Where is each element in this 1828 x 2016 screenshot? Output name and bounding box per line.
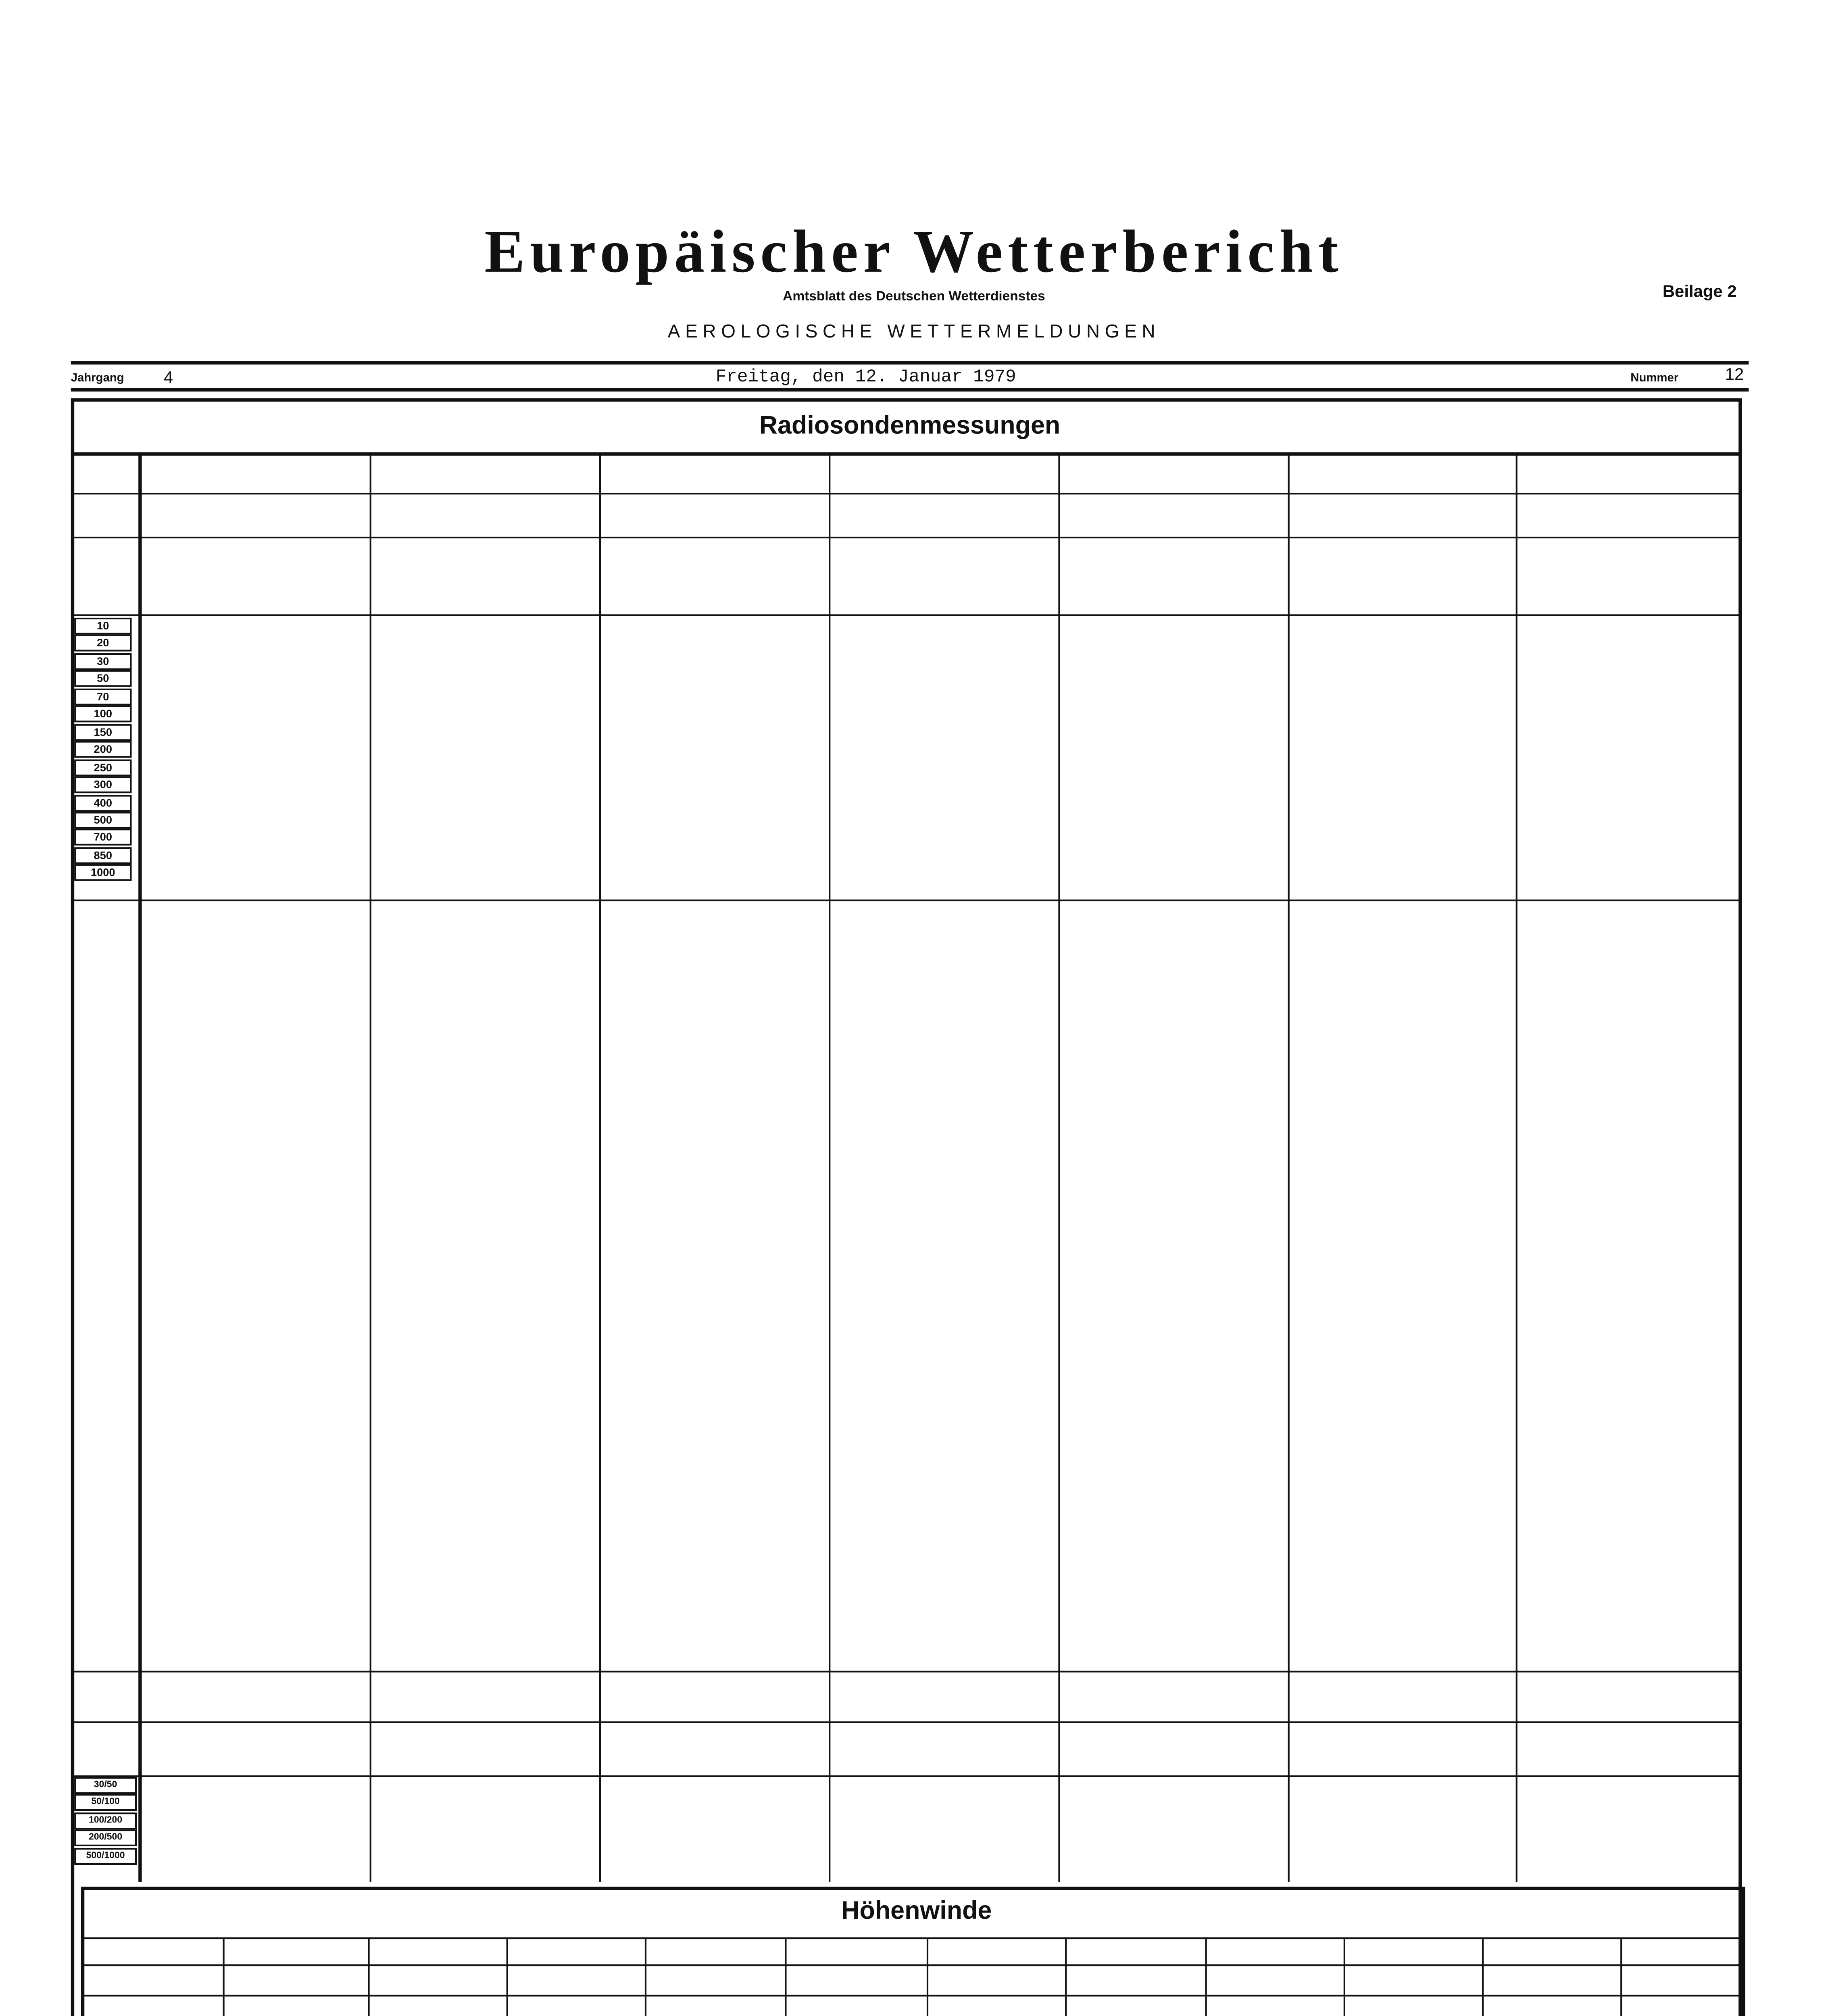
volume-label: Jahrgang bbox=[71, 373, 124, 385]
page-title: Europäischer Wetterbericht bbox=[484, 217, 1344, 285]
rule bbox=[71, 1671, 1742, 1672]
pressure-level-500: 500 bbox=[74, 812, 131, 829]
number-label: Nummer bbox=[1630, 373, 1679, 385]
pressure-level-70: 70 bbox=[74, 688, 131, 705]
pressure-level-850: 850 bbox=[74, 847, 131, 864]
series-title: AEROLOGISCHE WETTERMELDUNGEN bbox=[667, 322, 1161, 343]
pressure-level-30: 30 bbox=[74, 653, 131, 670]
pressure-level-150: 150 bbox=[74, 723, 131, 740]
rule bbox=[71, 493, 1742, 494]
rule bbox=[1742, 1937, 1744, 2016]
rule bbox=[829, 452, 830, 1882]
pressure-level-1000: 1000 bbox=[74, 864, 131, 881]
rule bbox=[81, 1937, 1745, 1939]
volume-value: 4 bbox=[164, 369, 173, 388]
shear-label: 200/500 bbox=[74, 1830, 137, 1847]
rule bbox=[1288, 452, 1290, 1882]
rule bbox=[1058, 452, 1060, 1882]
pressure-level-250: 250 bbox=[74, 759, 131, 776]
pressure-level-10: 10 bbox=[74, 618, 131, 635]
rule bbox=[1620, 1937, 1622, 2016]
rule bbox=[1205, 1937, 1207, 2016]
pressure-level-400: 400 bbox=[74, 794, 131, 811]
rule bbox=[81, 1964, 1745, 1966]
page-subtitle: Amtsblatt des Deutschen Wetterdienstes bbox=[783, 288, 1045, 304]
radiosonde-title: Radiosondenmessungen bbox=[759, 412, 1061, 441]
rule bbox=[1482, 1937, 1484, 2016]
rule bbox=[1065, 1937, 1067, 2016]
pressure-level-700: 700 bbox=[74, 829, 131, 846]
pressure-level-20: 20 bbox=[74, 635, 131, 652]
rule bbox=[81, 1995, 1745, 1996]
upper-winds-title: Höhenwinde bbox=[841, 1897, 992, 1926]
shear-label: 50/100 bbox=[74, 1795, 137, 1812]
supplement-label: Beilage 2 bbox=[1662, 283, 1737, 302]
marked-points-label bbox=[74, 1148, 135, 1418]
rule bbox=[71, 537, 1742, 538]
rule bbox=[71, 1775, 1742, 1777]
rule bbox=[645, 1937, 646, 2016]
rule bbox=[1344, 1937, 1345, 2016]
issue-date: Freitag, den 12. Januar 1979 bbox=[715, 368, 1016, 388]
pressure-level-200: 200 bbox=[74, 741, 131, 758]
rule bbox=[599, 452, 601, 1882]
shear-label: 500/1000 bbox=[74, 1847, 137, 1864]
radiosonde-table bbox=[71, 398, 1742, 2016]
rule bbox=[71, 614, 1742, 616]
shear-label: 30/50 bbox=[74, 1777, 137, 1794]
pressure-level-300: 300 bbox=[74, 777, 131, 793]
rule bbox=[138, 452, 142, 1882]
rule bbox=[1516, 452, 1517, 1882]
rule bbox=[71, 900, 1742, 901]
rule bbox=[71, 1721, 1742, 1723]
number-value: 12 bbox=[1725, 366, 1744, 385]
rule bbox=[927, 1937, 928, 2016]
rule bbox=[223, 1937, 224, 2016]
rule bbox=[71, 452, 1742, 456]
pressure-level-50: 50 bbox=[74, 671, 131, 687]
pressure-level-100: 100 bbox=[74, 706, 131, 723]
upper-winds-table bbox=[81, 1887, 1745, 2016]
rule bbox=[507, 1937, 508, 2016]
shear-label: 100/200 bbox=[74, 1812, 137, 1829]
rule bbox=[785, 1937, 786, 2016]
rule bbox=[368, 1937, 369, 2016]
rule bbox=[370, 452, 371, 1882]
